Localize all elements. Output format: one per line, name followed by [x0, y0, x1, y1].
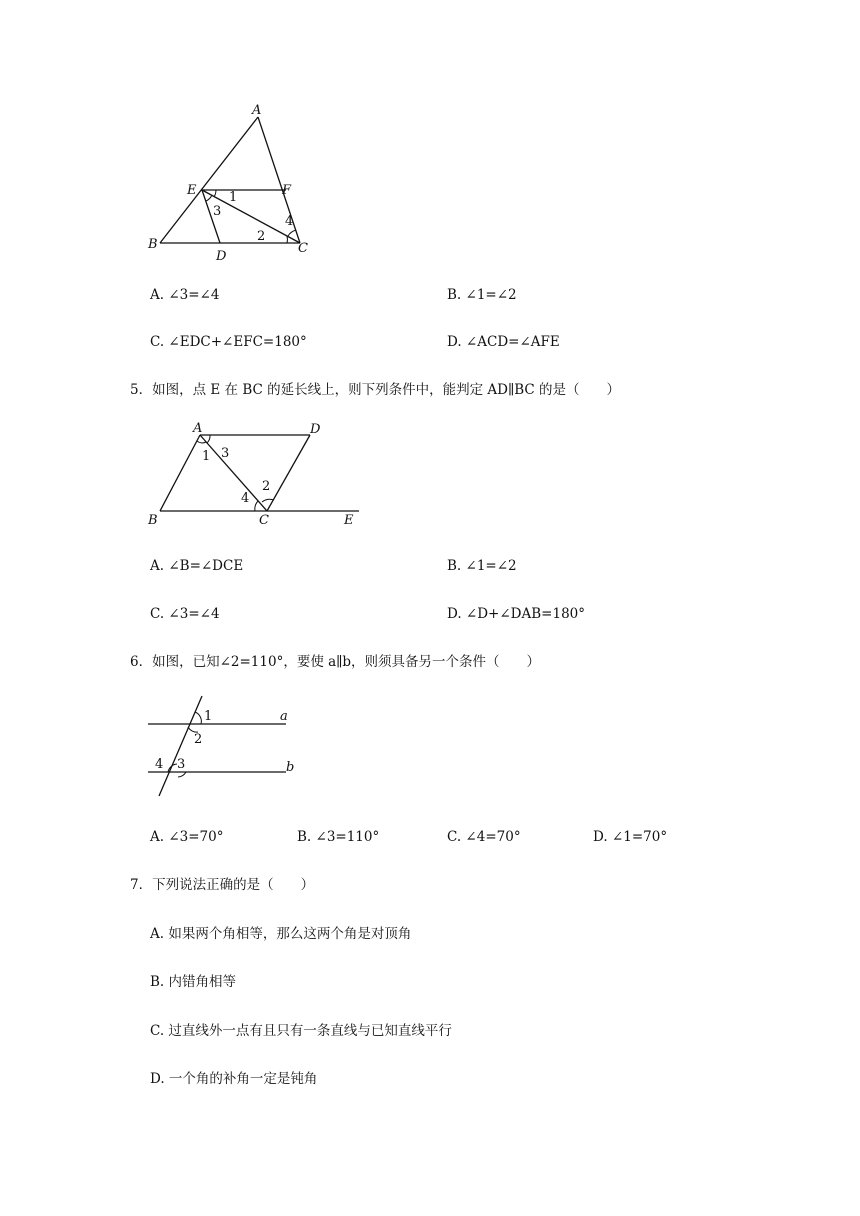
label-c: C: [259, 513, 269, 528]
q4-option-c: C. ∠EDC+∠EFC=180°: [150, 334, 307, 350]
figure-q5-parallelogram: [140, 420, 370, 530]
angle-label-3: 3: [221, 446, 230, 461]
label-b: B: [148, 237, 158, 252]
label-e: E: [344, 513, 354, 528]
angle-arc-1: [195, 712, 201, 724]
angle-label-2: 2: [257, 229, 266, 244]
q5-option-d: D. ∠D+∠DAB=180°: [447, 606, 586, 622]
angle-arc-3: [206, 195, 212, 201]
angle-label-4: 4: [155, 757, 164, 772]
q6-option-a: A. ∠3=70°: [150, 829, 224, 845]
label-b: B: [148, 513, 158, 528]
segment-ba: [160, 435, 200, 511]
q6-option-d: D. ∠1=70°: [593, 829, 668, 845]
q4-option-a: A. ∠3=∠4: [150, 287, 220, 303]
segment-ac: [200, 435, 267, 511]
label-line-b: b: [286, 760, 295, 775]
q6-stem: 6．如图，已知∠2=110°，要使 a∥b，则须具备另一个条件（ ）: [130, 654, 541, 670]
label-e: E: [187, 183, 197, 198]
label-d: D: [216, 249, 227, 264]
angle-label-2: 2: [262, 479, 271, 494]
segment-ba: [160, 117, 258, 243]
angle-arc-4: [288, 230, 296, 236]
angle-arc-3: [178, 772, 186, 777]
angle-arc-3: [207, 435, 210, 443]
label-f: F: [282, 183, 292, 198]
angle-label-3: 3: [177, 757, 186, 772]
figure-q4-triangle: [140, 100, 330, 270]
q7-option-d: D. 一个角的补角一定是钝角: [150, 1071, 318, 1087]
q6-option-b: B. ∠3=110°: [297, 829, 380, 845]
label-a: A: [252, 103, 262, 118]
q5-option-c: C. ∠3=∠4: [150, 606, 220, 622]
figure-q6-parallel-lines: [140, 690, 310, 802]
angle-arc-1: [214, 190, 216, 197]
angle-label-4: 4: [241, 491, 250, 506]
angle-arc-1: [197, 441, 206, 443]
q4-option-d: D. ∠ACD=∠AFE: [447, 334, 560, 350]
angle-label-1: 1: [229, 190, 238, 205]
angle-arc-4: [255, 501, 258, 511]
angle-label-3: 3: [213, 204, 222, 219]
label-a: A: [193, 421, 203, 436]
q7-option-b: B. 内错角相等: [150, 974, 237, 990]
q7-option-a: A. 如果两个角相等，那么这两个角是对顶角: [150, 926, 412, 942]
q4-option-b: B. ∠1=∠2: [447, 287, 517, 303]
q5-stem: 5．如图，点 E 在 BC 的延长线上，则下列条件中，能判定 AD∥BC 的是（ ）: [130, 382, 621, 398]
label-line-a: a: [280, 709, 288, 724]
q5-option-a: A. ∠B=∠DCE: [150, 558, 244, 574]
angle-label-1: 1: [202, 449, 211, 464]
angle-label-2: 2: [194, 732, 203, 747]
label-d: D: [310, 422, 321, 437]
angle-label-4: 4: [285, 214, 294, 229]
q6-option-c: C. ∠4=70°: [447, 829, 521, 845]
q7-stem: 7．下列说法正确的是（ ）: [130, 877, 315, 893]
q7-option-c: C. 过直线外一点有且只有一条直线与已知直线平行: [150, 1023, 452, 1039]
angle-label-1: 1: [204, 709, 213, 724]
q5-option-b: B. ∠1=∠2: [447, 558, 517, 574]
label-c: C: [298, 241, 308, 256]
